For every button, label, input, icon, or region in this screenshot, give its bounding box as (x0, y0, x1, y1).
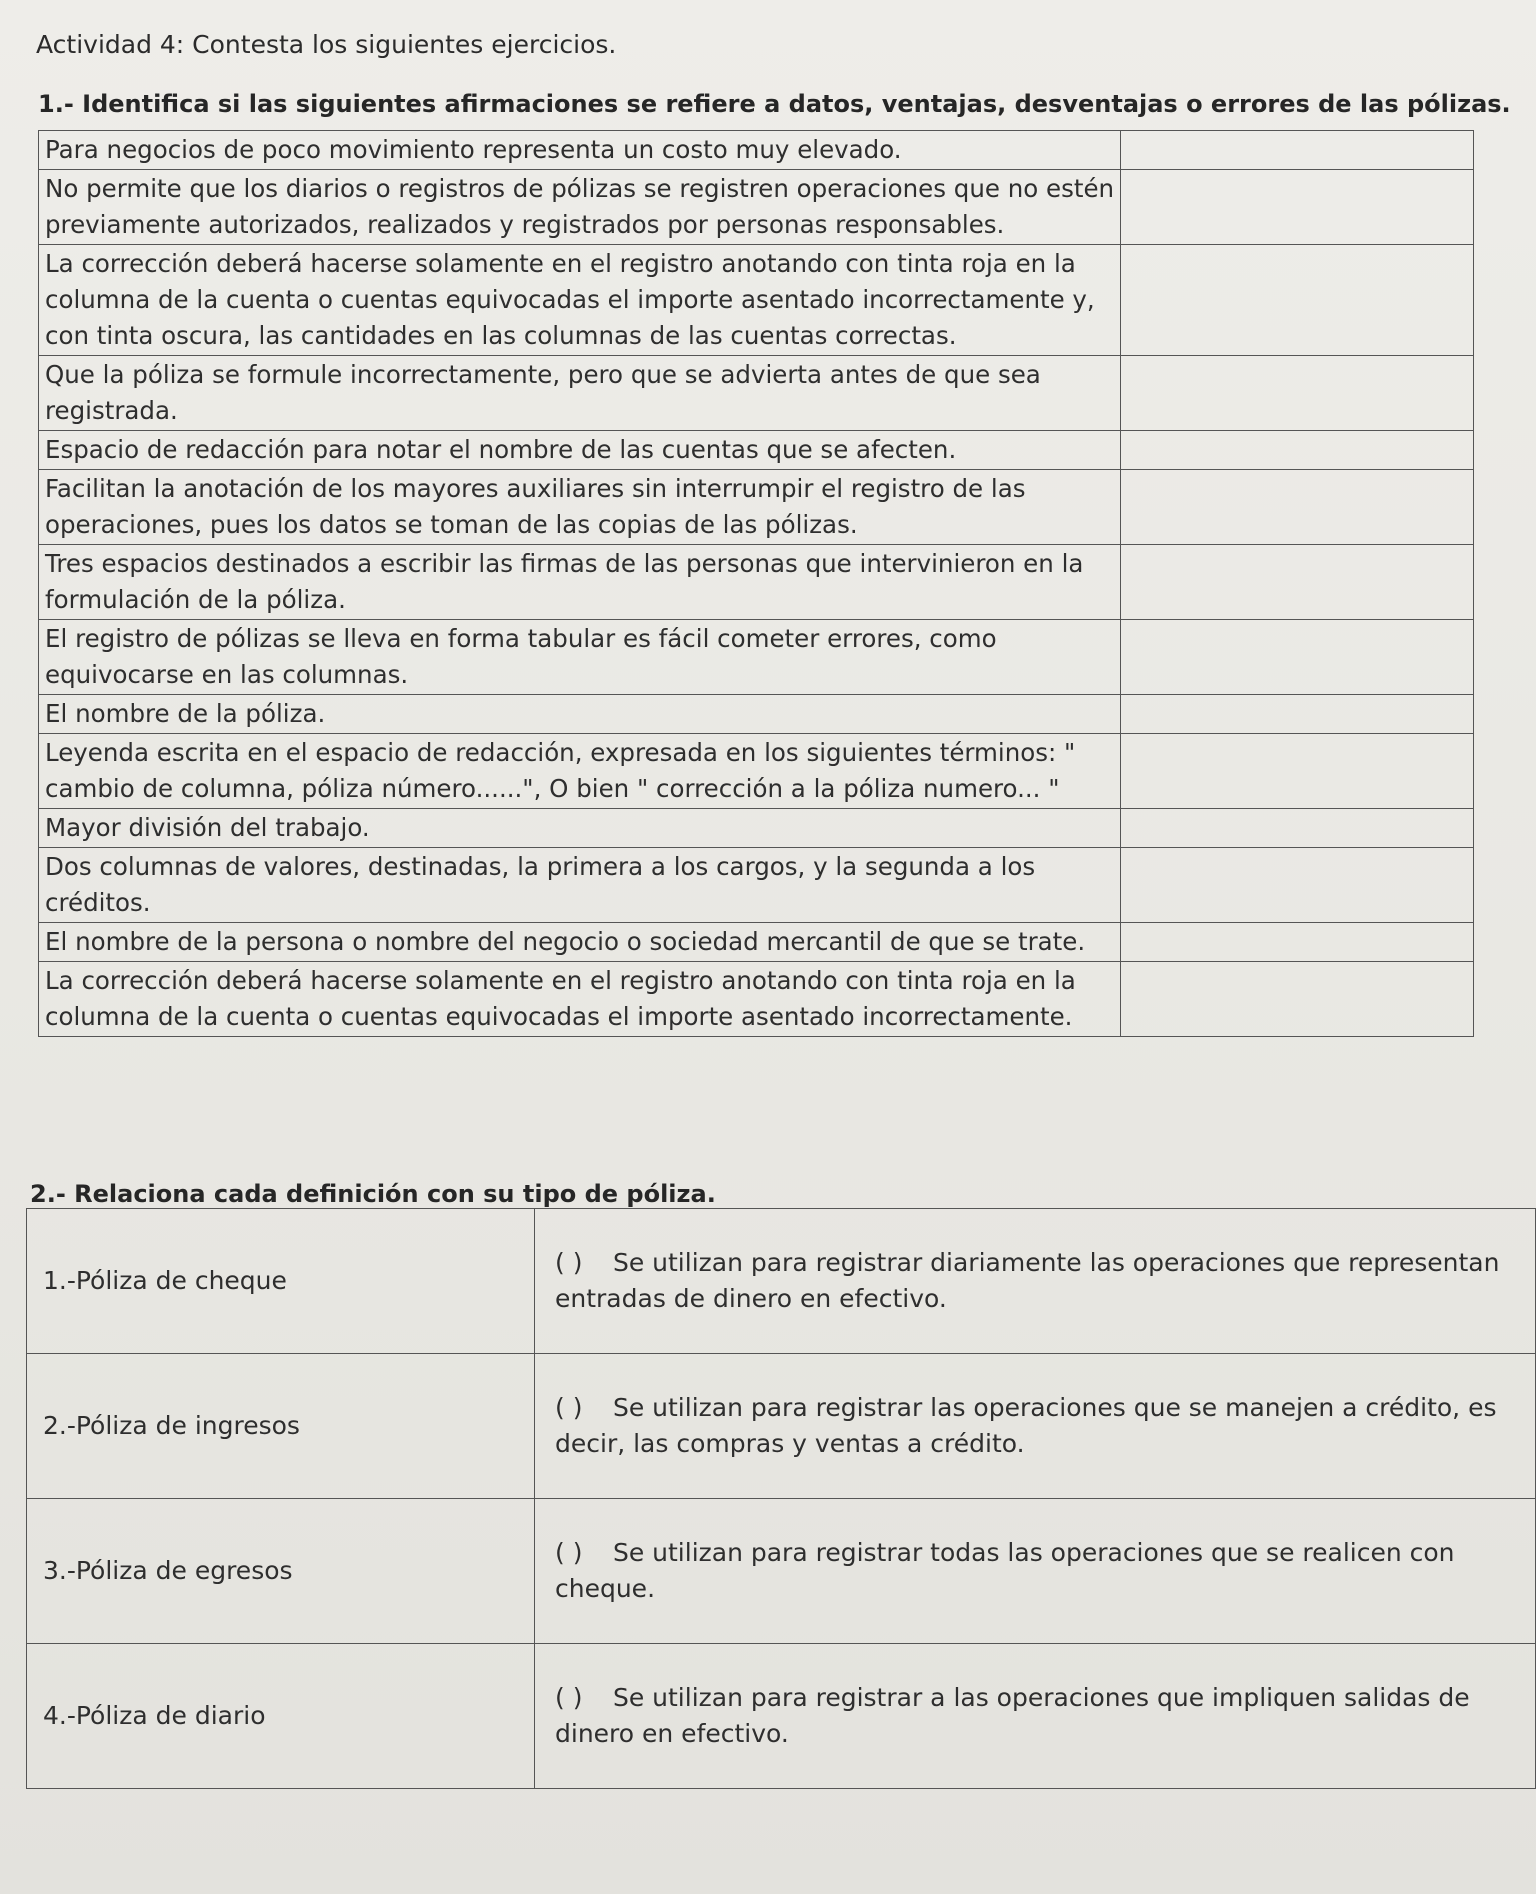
statement-cell: No permite que los diarios o registros de pólizas se registren operaciones que no estén previamente autorizados, realizados y registrados por personas responsables. (39, 170, 1121, 245)
answer-blank[interactable]: ( ) (555, 1538, 583, 1567)
statement-cell: La corrección deberá hacerse solamente en el registro anotando con tinta roja en la columna de la cuenta o cuentas equivocadas el importe asentado incorrectamente. (39, 962, 1121, 1037)
answer-cell[interactable] (1121, 131, 1474, 170)
answer-blank[interactable]: ( ) (555, 1393, 583, 1422)
table-row (39, 695, 1474, 734)
answer-cell[interactable] (1121, 809, 1474, 848)
table-row (39, 734, 1474, 809)
activity-title: Actividad 4: Contesta los siguientes ejercicios. (36, 30, 617, 59)
exercise-1-table (38, 130, 1474, 1037)
table-row (39, 170, 1474, 245)
answer-cell[interactable] (1121, 962, 1474, 1037)
answer-cell[interactable] (1121, 848, 1474, 923)
answer-cell[interactable] (1121, 470, 1474, 545)
statement-cell: El registro de pólizas se lleva en forma tabular es fácil cometer errores, como equivocarse en las columnas. (39, 620, 1121, 695)
table-row (27, 1499, 1536, 1644)
answer-cell[interactable] (1121, 545, 1474, 620)
definition-cell (535, 1644, 1536, 1789)
answer-cell[interactable] (1121, 734, 1474, 809)
definition-cell (535, 1209, 1536, 1354)
statement-cell: Dos columnas de valores, destinadas, la primera a los cargos, y la segunda a los créditos. (39, 848, 1121, 923)
definition-cell (535, 1499, 1536, 1644)
table-row (39, 470, 1474, 545)
answer-cell[interactable] (1121, 170, 1474, 245)
table-row (39, 245, 1474, 356)
table-row (39, 848, 1474, 923)
answer-blank[interactable]: ( ) (555, 1683, 583, 1712)
table-row (27, 1209, 1536, 1354)
statement-cell: La corrección deberá hacerse solamente en el registro anotando con tinta roja en la columna de la cuenta o cuentas equivocadas el importe asentado incorrectamente y, con tinta oscura, las cantidades en las columnas de las cuentas correctas. (39, 245, 1121, 356)
statement-cell: Mayor división del trabajo. (39, 809, 1121, 848)
exercise-2-table (26, 1208, 1536, 1789)
statement-cell: Espacio de redacción para notar el nombre de las cuentas que se afecten. (39, 431, 1121, 470)
table-row (27, 1644, 1536, 1789)
answer-cell[interactable] (1121, 431, 1474, 470)
answer-blank[interactable]: ( ) (555, 1248, 583, 1277)
exercise-1-instruction: 1.- Identifica si las siguientes afirmaciones se refiere a datos, ventajas, desventajas o errores de las pólizas. (38, 90, 1511, 118)
table-row (39, 809, 1474, 848)
policy-type-cell: 3.-Póliza de egresos (27, 1499, 535, 1644)
table-row (39, 431, 1474, 470)
policy-type-cell: 2.-Póliza de ingresos (27, 1354, 535, 1499)
table-row (27, 1354, 1536, 1499)
answer-cell[interactable] (1121, 620, 1474, 695)
statement-cell: Que la póliza se formule incorrectamente, pero que se advierta antes de que sea registrada. (39, 356, 1121, 431)
answer-cell[interactable] (1121, 356, 1474, 431)
statement-cell: El nombre de la póliza. (39, 695, 1121, 734)
table-row (39, 131, 1474, 170)
exercise-2-instruction: 2.- Relaciona cada definición con su tipo de póliza. (30, 1180, 716, 1208)
table-row (39, 545, 1474, 620)
policy-type-cell: 4.-Póliza de diario (27, 1644, 535, 1789)
definition-text: Se utilizan para registrar las operaciones que se manejen a crédito, es decir, las compras y ventas a crédito. (555, 1393, 1497, 1458)
statement-cell: Leyenda escrita en el espacio de redacción, expresada en los siguientes términos: " cambio de columna, póliza número......", O bien " corrección a la póliza numero... " (39, 734, 1121, 809)
statement-cell: Facilitan la anotación de los mayores auxiliares sin interrumpir el registro de las operaciones, pues los datos se toman de las copias de las pólizas. (39, 470, 1121, 545)
definition-text: Se utilizan para registrar diariamente las operaciones que representan entradas de dinero en efectivo. (555, 1248, 1500, 1313)
definition-text: Se utilizan para registrar a las operaciones que impliquen salidas de dinero en efectivo. (555, 1683, 1470, 1748)
statement-cell: Para negocios de poco movimiento representa un costo muy elevado. (39, 131, 1121, 170)
answer-cell[interactable] (1121, 923, 1474, 962)
table-row (39, 620, 1474, 695)
table-row (39, 356, 1474, 431)
statement-cell: Tres espacios destinados a escribir las firmas de las personas que intervinieron en la formulación de la póliza. (39, 545, 1121, 620)
table-row (39, 923, 1474, 962)
answer-cell[interactable] (1121, 245, 1474, 356)
policy-type-cell: 1.-Póliza de cheque (27, 1209, 535, 1354)
definition-text: Se utilizan para registrar todas las operaciones que se realicen con cheque. (555, 1538, 1455, 1603)
statement-cell: El nombre de la persona o nombre del negocio o sociedad mercantil de que se trate. (39, 923, 1121, 962)
answer-cell[interactable] (1121, 695, 1474, 734)
definition-cell (535, 1354, 1536, 1499)
table-row (39, 962, 1474, 1037)
